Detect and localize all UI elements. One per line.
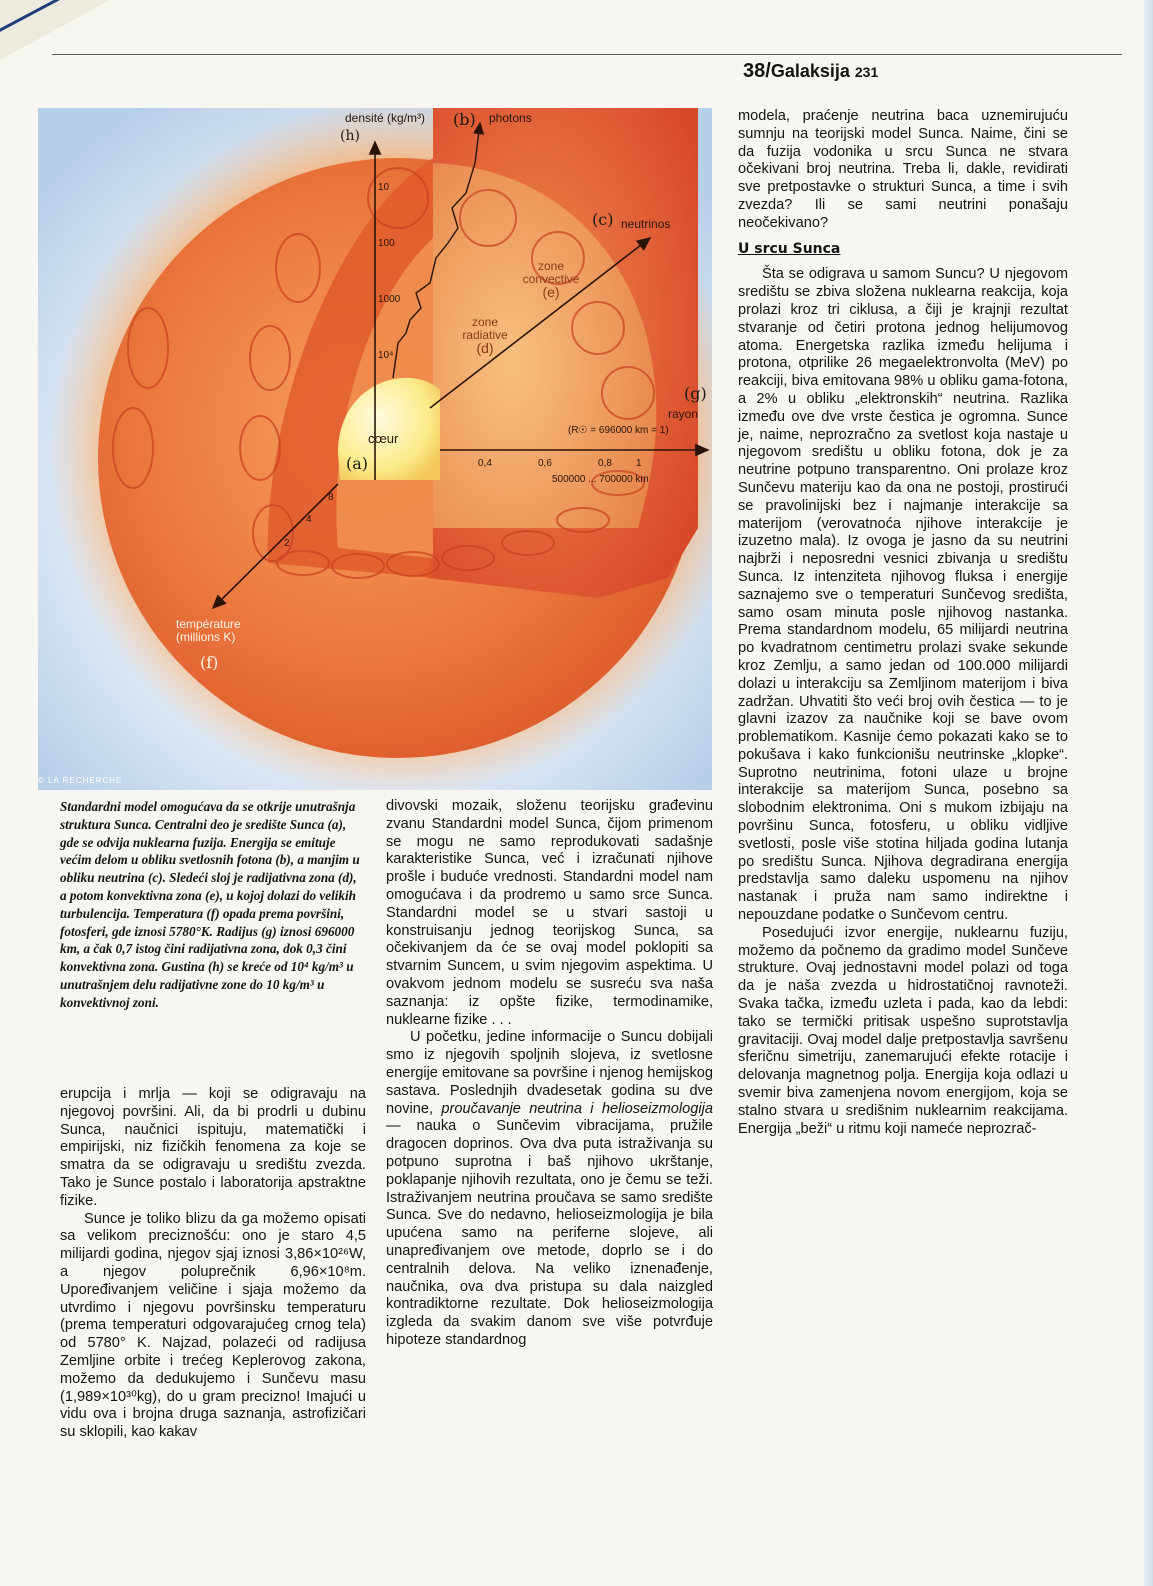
radius-km-label: 500000 ... 700000 km [552,474,649,485]
temperature-tag: (f) [200,653,219,672]
density-axis-tag: (h) [340,128,360,144]
radiative-zone-tag: (d) [476,340,494,357]
emphasis-text: proučavanje neutrina i helioseizmologija [441,1100,713,1117]
temperature-tick: 8 [328,492,334,503]
density-tick: 1000 [378,294,401,305]
figure-caption: Standardni model omogućava da se otkrije unutrašnja struktura Sunca. Centralni deo je središte Sunca (a), gde se odvija nuklearna fuzija. Energija se emituje većim delom u obliku svetlosnih fotona (b), a manjim u obliku neutrina (c). Sledeći sloj je radijativna zona (d), a potom konvektivna zona (e), u kojoj dolazi do velikih turbulencija. Temperatura (f) opada prema površini, fotosferi, gde iznosi 5780°K. Radijus (g) iznosi 696000 km, a čak 0,7 istog čini radijativna zona, dok 0,3 čini konvektivna zona. Gustina (h) se kreće od 10⁴ kg/m³ u unutrašnjem delu radijativne zone do 10 kg/m³ u konvektivnoj zoni. [60,799,360,1010]
paragraph: Šta se odigrava u samom Suncu? U njegovom središtu se zbiva složena nuklearna reakcija, koja prolazi kroz tri ciklusa, a čiji je krajnji rezultat stvaranje od četiri protona jednog helijumovog atoma. Energetska razlika između helijuma i protona, otprilike 26 megaelektronvolta (MeV) po reakciji, biva emitovana 98% u obliku gama-fotona, a 2% u obliku „elektronskih“ neutrina. Razlika između ove dve vrste čestica je ogromna. Sunce je, naime, neprozračno za svetlost koja nastaje u njegovom središtu u obliku fotona, dok je za neutrine potpuno transparentno. Oni prolaze kroz Sunčevu materiju kao da ona ne postoji, prostirući se pravolinijski bez i najmanje interakcije sa materijom (verovatnoća njihove interakcije je izuzetno mala). Iz ovoga je jasno da su neutrini najbrži i neposredni vesnici zbivanja u središtu Sunca. Iz intenziteta njihovog fluksa i energije saznajemo sve o temperaturi Sunčevog središta, samo osam minuta posle njihovog nastanka. Prema standardnom modelu, 65 milijardi neutrina po kvadratnom centimetru prolazi svake sekunde kroz Zemlju, a samo jedan od 100.000 milijardi dolazi u interakciju sa Zemljinom materijom i biva zadržan. Uhvatiti što veći broj ovih čestica — to je glavni izazov za naučnike koji se bave ovom problematikom. Kasnije ćemo pokazati kako se to pokušava i kako funkcionišu neutrinske „klopke“. Suprotno neutrinima, fotoni ulaze u brojne interakcije sa materijom Sunca, posebno sa slobodnim elektronima. Oni s mukom izbijaju na površinu Sunca, fotosferu, u obliku vidljive svetlosti, posle više stotina hiljada godina lutanja po središtu Sunca. Njihova degradirana energija predstavlja samo daleku uspomenu na njihov nastanak i pruža nam samo indirektne i nepouzdane podatke o Sunčevom centru. [738,266,1068,924]
figure-credit: © LA RECHERCHE [38,776,123,785]
convective-zone-word1: zone [537,259,565,273]
radiative-zone-word1: zone [471,315,499,329]
rayon-tag: (g) [684,384,707,403]
temperature-word: température [176,617,241,631]
paragraph: erupcija i mrlja — koji se odigravaju na njegovoj površini. Ali, da bi prodrli u dubinu Sunca, naučnici ispituju, matematički i empirijski, niz fizičkih fenomena za koje se smatra da se odigravaju u središtu zvezda. Tako je Sunce postalo i laboratorija apstraktne fizike. [60,1086,366,1209]
paragraph: modela, praćenje neutrina baca uznemirujuću sumnju na teorijski model Sunca. Naime, čini se da fuzija vodonika u srcu Sunca ne stvara očekivani broj neutrina. Treba li, dakle, revidirati sve pretpostavke o strukturi Sunca, a time i svih zvezda? Ili se sami neutrini ponašaju neočekivano? [738,108,1068,231]
paragraph [386,1029,713,1349]
radiative-zone-word2: radiative [462,327,508,342]
density-axis-label: densité (kg/m³) [345,111,426,125]
paragraph: Sunce je toliko blizu da ga možemo opisati sa velikom preciznošću: ono je staro 4,5 milijardi godina, njegov sjaj iznosi 3,86×10²⁶W, a njegov poluprečnik 6,96×10⁸m. Upoređivanjem veličine i sjaja možemo da utvrdimo i njegovu površinsku temperaturu (prema temperaturi odgovarajućeg crnog tela) od 5780° K. Najzad, polazeći od radijusa Zemljine orbite i trećeg Keplerovog zakona, možemo da dedukujemo i Sunčevu masu (1,989×10³⁰kg), do u gram precizno! Imajući u vidu ova i brojna druga saznanja, astrofizičari su sklopili, kao kakav [60,1210,366,1441]
section-heading: U srcu Sunca [738,240,841,257]
radius-tick: 0,4 [478,458,492,469]
convective-zone-label [516,260,586,300]
column-middle [386,798,713,1350]
core-label: cœur [368,431,399,446]
radius-tick: 0,6 [538,458,552,469]
column-right [738,108,1068,1138]
text-run: — nauka o Sunčevim vibracijama, pružile dragocen doprinos. Ova dva puta istraživanja su potpuno suprotna i baš njihovo ukrštanje, poklapanje njihovih rezultata, ono je čemu se teži. Istraživanjem neutrina proučava se samo središte Sunca. Sve do nedavno, helioseizmologija je bila upućena samo na periferne slojeve, ali unapređivanjem ove metode, doprlo se i do centralnih delova. Na veliko iznenađenje, naučnika, ova dva pristupa su dala naizgled kontradiktorne rezultate. Dok helioseizmologija izgleda da svakim danom sve više potvrđuje hipoteze standardnog [386,1118,713,1348]
density-tick: 10 [378,182,390,193]
page-edge [1144,0,1153,1586]
paragraph: Posedujući izvor energije, nuklearnu fuziju, možemo da počnemo da gradimo model Sunčeve strukture. Ovaj jednostavni model polazi od toga da je naša zvezda u hidrostatičnoj ravnoteži. Svaka tačka, između uzleta i pada, kao da lebdi: tako se termički pritisak uspešno suprotstavlja gravitaciji. Ovaj model dalje pretpostavlja savršenu sferičnu simetriju, zanemarujući efekte rotacije i delovanja magnetnog polja. Energija koja odlazi u svemir biva zamenjena novom energijom, koja se stalno stvara u središnim nuklearnim reakcijama. Energija „beži“ u ritmu koji nameće neprozrač- [738,924,1068,1137]
core-tag: (a) [346,454,369,473]
neutrinos-tag: (c) [592,210,614,229]
temperature-tick: 2 [284,538,290,549]
radiative-zone-label [450,316,520,356]
photons-tag: (b) [453,110,476,129]
header-rule [52,54,1122,55]
magazine-name: Galaksija [770,61,850,81]
page-corner [0,0,110,60]
paragraph: divovski mozaik, složenu teorijsku građevinu zvanu Standardni model Sunca, čijom primenom se mogu ne samo reprodukovati sadašnje karakteristike Sunca, već i izračunati njihove prošle i buduće vrednosti. Standardni model nam omogućava i da prodremo u samo srce Sunca. Standardni model se u stvari sastoji u konstruisanju jednog teorijskog Sunca, sa očekivanjem da će se ovaj model poklopiti sa stvarnim Suncem, u svim njegovim aspektima. U ovakvom jednom modelu se susreću sva naša saznanja: iz opšte fizike, termodinamike, nuklearne fizike . . . [386,798,713,1028]
issue-number: 231 [854,64,879,80]
convective-zone-word2: convective [522,271,580,286]
photons-label: photons [489,111,532,125]
temperature-tick: 4 [306,514,312,525]
temperature-axis-label [176,618,241,643]
rayon-label: rayon [668,407,699,421]
page-number: 38 [743,60,766,82]
sun-structure-figure [38,108,712,790]
radius-tick: 0,8 [598,458,612,469]
page-folio: 38/Galaksija 231 [743,60,879,82]
convective-zone-tag: (e) [542,284,560,301]
radius-tick: 1 [636,458,642,469]
neutrinos-label: neutrinos [621,217,671,231]
text-run: U početku, jedine informacije o Suncu dobijali smo iz njegovih spoljnih slojeva, iz svetlosne energije emitovane sa površine i njenog hemijskog sastava. Poslednjih dvadesetak godina su dve novine, [386,1029,713,1117]
density-tick: 100 [378,238,395,249]
rayon-formula: (R☉ = 696000 km = 1) [568,425,669,436]
density-tick: 10⁴ [378,350,394,361]
column-left [60,1086,366,1442]
temperature-unit: (millions K) [176,629,236,644]
